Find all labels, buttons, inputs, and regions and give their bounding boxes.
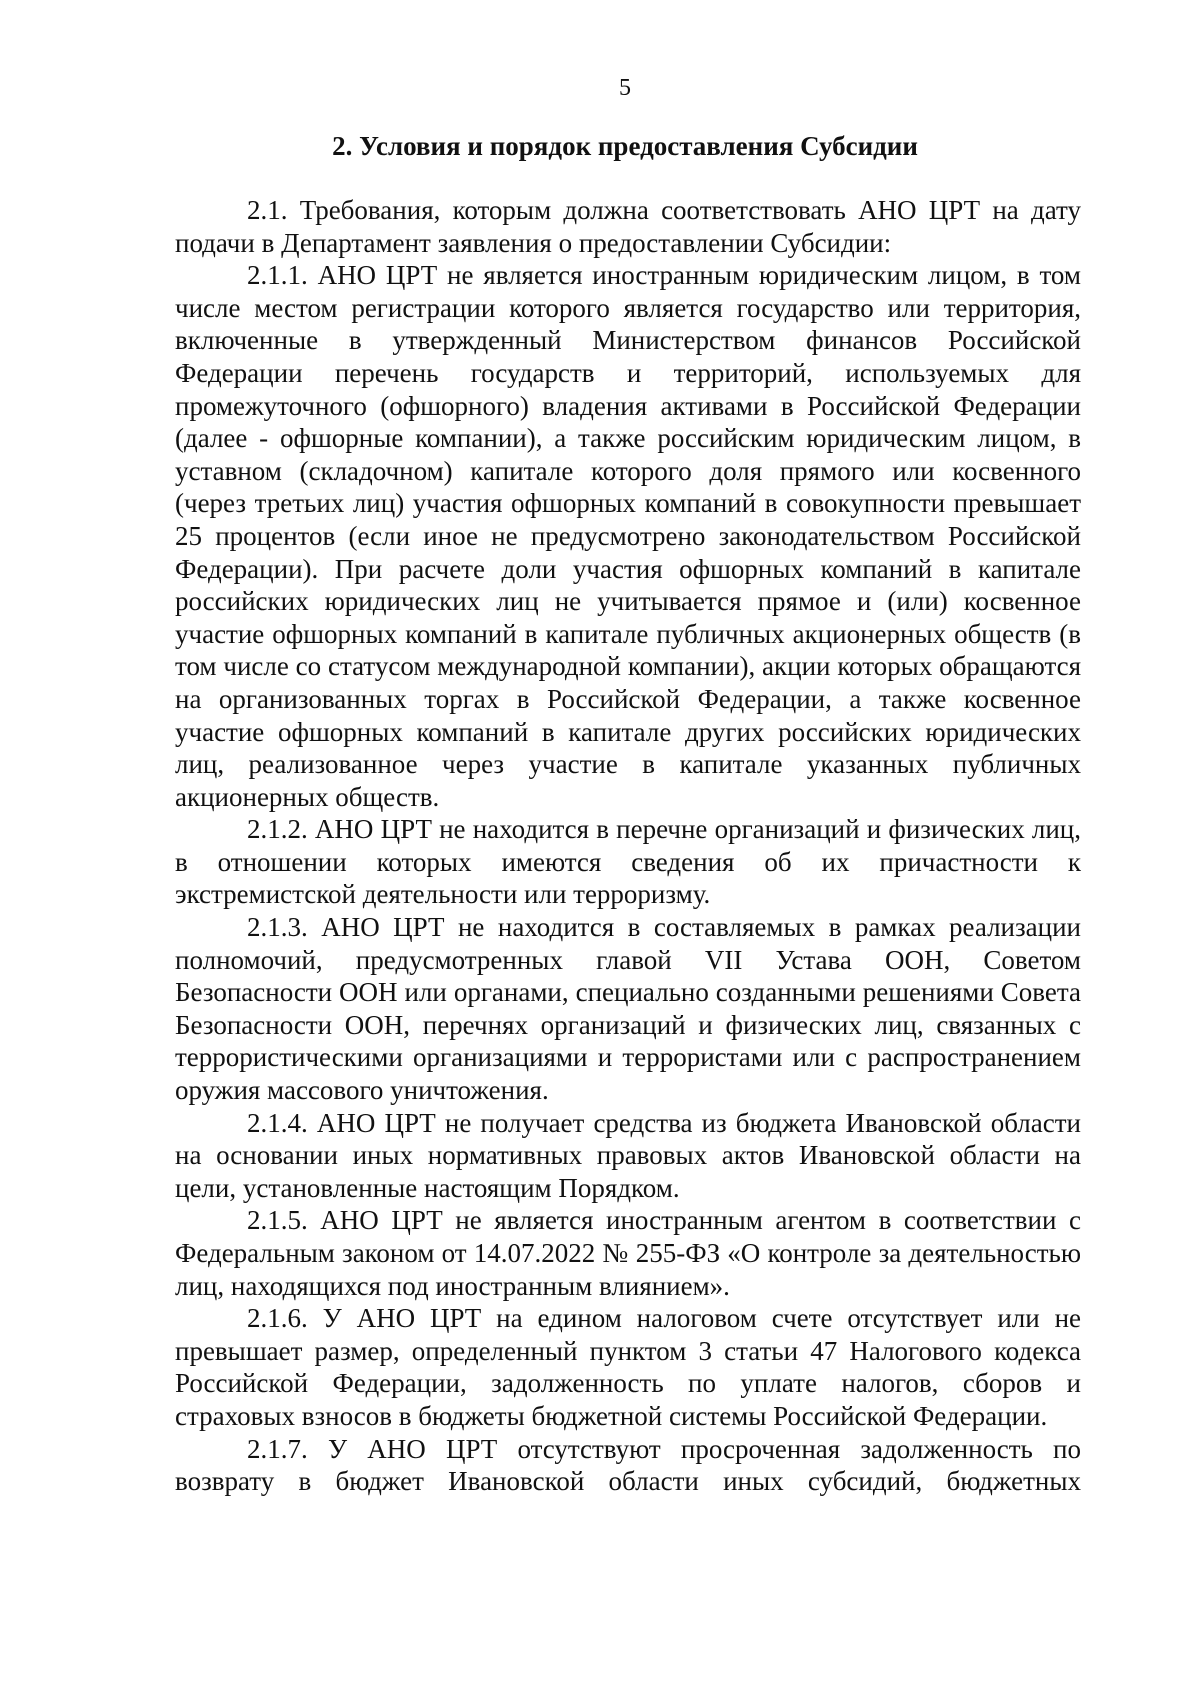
paragraph-2-1-6: 2.1.6. У АНО ЦРТ на едином налоговом счете отсутствует или не превышает размер, определенный пунктом 3 статьи 47 Налогового кодекса Российской Федерации, задолженность по уплате налогов, сборов и страховых взносов в бюджеты бюджетной системы Российской Федерации. [175,1303,1081,1431]
paragraph-2-1-4: 2.1.4. АНО ЦРТ не получает средства из бюджета Ивановской области на основании иных нормативных правовых актов Ивановской области на цели, установленные настоящим Порядком. [175,1107,1081,1203]
paragraph-2-1-1: 2.1.1. АНО ЦРТ не является иностранным юридическим лицом, в том числе местом регистрации которого является государство или территория, включенные в утвержденный Министерством финансов Российской Федерации перечень государств и территорий, используемых для промежуточного (офшорного) владения активами в Российской Федерации (далее - офшорные компании), а также российским юридическим лицом, в уставном (складочном) капитале которого доля прямого или косвенного (через третьих лиц) участия офшорных компаний в совокупности превышает 25 процентов (если иное не предусмотрено законодательством Российской Федерации). При расчете доли участия офшорных компаний в капитале российских юридических лиц не учитывается прямое и (или) косвенное участие офшорных компаний в капитале публичных акционерных обществ (в том числе со статусом международной компании), акции которых обращаются на организованных торгах в Российской Федерации, а также косвенное участие офшорных компаний в капитале других российских юридических лиц, реализованное через участие в капитале указанных публичных акционерных обществ. [175,260,1081,812]
paragraph-2-1: 2.1. Требования, которым должна соответствовать АНО ЦРТ на дату подачи в Департамент заявления о предоставлении Субсидии: [175,195,1081,258]
paragraph-2-1-3: 2.1.3. АНО ЦРТ не находится в составляемых в рамках реализации полномочий, предусмотренных главой VII Устава ООН, Советом Безопасности ООН или органами, специально созданными решениями Совета Безопасности ООН, перечнях организаций и физических лиц, связанных с террористическими организациями и террористами или с распространением оружия массового уничтожения. [175,912,1081,1106]
section-title: 2. Условия и порядок предоставления Субсидии [332,131,918,161]
body-text [175,194,1081,1498]
page-number: 5 [619,75,631,101]
paragraph-2-1-5: 2.1.5. АНО ЦРТ не является иностранным агентом в соответствии с Федеральным законом от 14.07.2022 № 255-ФЗ «О контроле за деятельностью лиц, находящихся под иностранным влиянием». [175,1205,1081,1301]
paragraph-2-1-7: 2.1.7. У АНО ЦРТ отсутствуют просроченная задолженность по возврату в бюджет Ивановской области иных субсидий, бюджетных [175,1433,1081,1497]
paragraph-2-1-2: 2.1.2. АНО ЦРТ не находится в перечне организаций и физических лиц, в отношении которых имеются сведения об их причастности к экстремистской деятельности или терроризму. [175,814,1081,910]
